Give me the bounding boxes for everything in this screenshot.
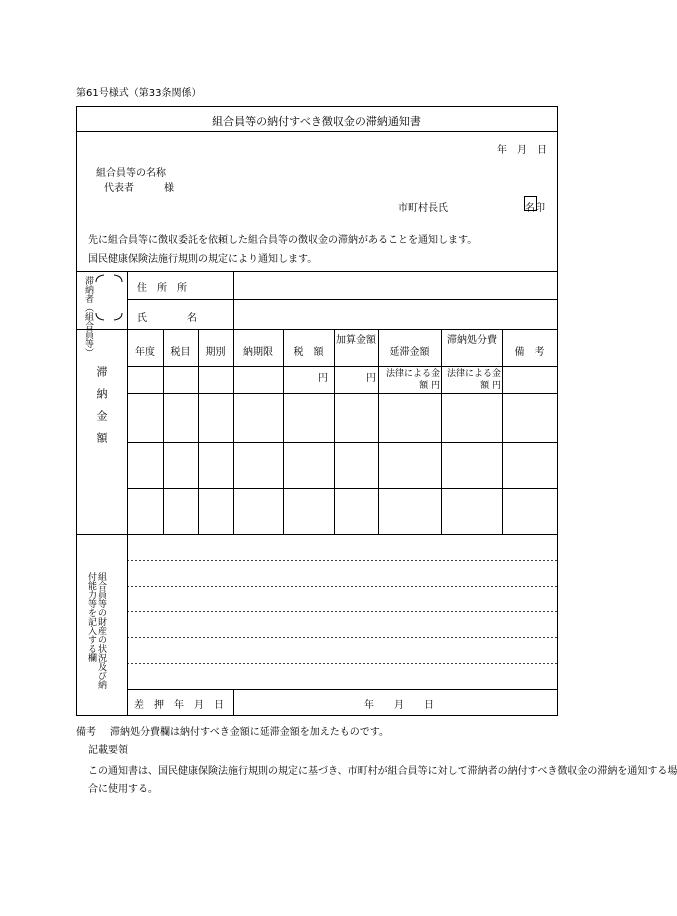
remarks-line-2: この通知書は、国民健康保険法施行規則の規定に基づき、市町村が組合員等に対して滞納者の納付すべき徴収金の滞納を通知する場 <box>88 766 677 777</box>
body-line-1: 先に組合員等に徴収委託を依頼した組合員等の徴収金の滞納があることを通知します。 <box>88 235 478 246</box>
header-year: 年度 <box>135 347 155 358</box>
header-tax-amount: 税 額 <box>293 347 324 358</box>
seal-mark: 名印 <box>525 203 545 214</box>
issuer-name: 市町村長氏 <box>398 203 448 214</box>
remarks-subtitle: 記載要領 <box>88 745 128 756</box>
name-label: 氏 名 <box>137 313 197 324</box>
header-additional-amount: 加算金額 <box>336 335 376 346</box>
seizure-label: 差 押 年 月 日 <box>134 700 224 711</box>
header-disposition-cost: 滞納処分費 <box>447 335 497 346</box>
header-period: 期別 <box>205 347 226 358</box>
arrears-section-label: 滞 納 金 額 <box>95 366 108 443</box>
remarks-line-1: 滞納処分費欄は納付すべき金額に延滞金額を加えたものです。 <box>110 727 389 738</box>
header-due-date: 納期限 <box>243 347 273 358</box>
header-remarks: 備 考 <box>514 347 545 358</box>
unit-delinquency-amount: 法律による金額 円 <box>385 369 440 391</box>
header-delinquency-amount: 延滞金額 <box>389 347 430 358</box>
body-line-2: 国民健康保険法施行規則の規定により通知します。 <box>88 254 318 265</box>
address-label: 住 所 所 <box>137 283 187 294</box>
unit-additional-amount: 円 <box>366 373 376 384</box>
taxpayer-group-label: 滞納者（組合員等） <box>83 276 93 357</box>
notes-section-label: 組合員等の財産の状況及び納付能力等を記入する欄 <box>86 572 106 689</box>
remarks-title: 備考 <box>76 727 96 738</box>
unit-disposition-cost: 法律による金額 円 <box>446 369 501 391</box>
remarks-line-3: 合に使用する。 <box>88 784 158 795</box>
date-line: 年 月 日 <box>497 145 547 156</box>
representative-name: 代表者 様 <box>104 183 174 194</box>
form-number: 第61号様式（第33条関係） <box>76 88 202 99</box>
association-name: 組合員等の名称 <box>96 168 166 179</box>
unit-tax-amount: 円 <box>318 373 328 384</box>
seizure-date: 年 月 日 <box>364 700 434 711</box>
header-tax-item: 税目 <box>170 347 191 358</box>
form-title: 組合員等の納付すべき徴収金の滞納通知書 <box>212 115 421 128</box>
